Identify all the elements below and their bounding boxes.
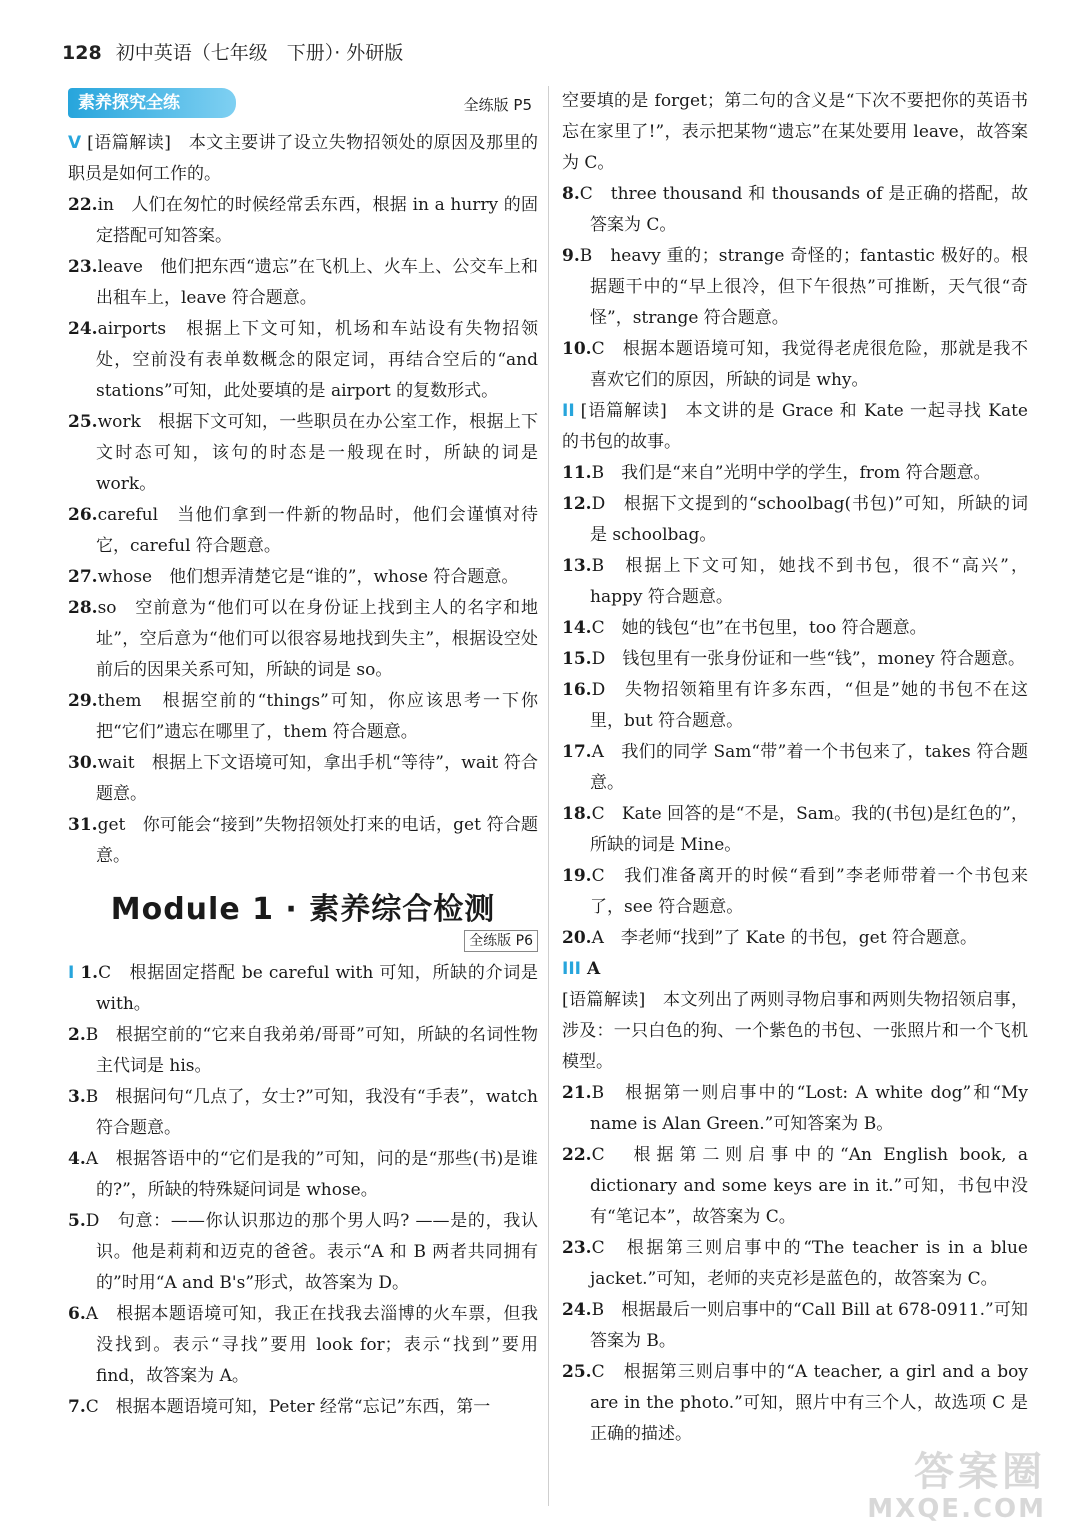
answer-item (562, 1140, 1028, 1233)
item-number: 13. (562, 556, 592, 576)
item-text: C 她的钱包“也”在书包里，too 符合题意。 (591, 618, 927, 638)
item-text: [语篇解读] 本文讲的是 Grace 和 Kate 一起寻找 Kate 的书包的故事。 (562, 401, 1028, 452)
item-text: C 根据第二则启事中的“An English book, a dictionary and some keys are in it.”可知，书包中没有“笔记本”，故答案为 C。 (590, 1145, 1028, 1227)
answer-item (68, 686, 538, 748)
section-numeral: I (68, 963, 75, 983)
answer-item (68, 407, 538, 500)
item-text: in 人们在匆忙的时候经常丢东西，根据 in a hurry 的固定搭配可知答案。 (96, 195, 538, 246)
book-title: 初中英语（七年级 下册）· 外研版 (115, 42, 404, 64)
item-text: D 句意：——你认识那边的那个男人吗? ——是的，我认识。他是莉莉和迈克的爸爸。表示“A 和 B 两者共同拥有的”时用“A and B's”形式，故答案为 D。 (85, 1211, 538, 1293)
item-number: 15. (562, 649, 592, 669)
item-text: C 根据本题语境可知，Peter 经常“忘记”东西，第一 (85, 1397, 491, 1417)
item-number: 23. (68, 257, 98, 277)
answer-item (68, 314, 538, 407)
item-number: 3. (68, 1087, 86, 1107)
answer-item (68, 1144, 538, 1206)
watermark (867, 1449, 1046, 1524)
item-text: get 你可能会“接到”失物招领处打来的电话，get 符合题意。 (96, 815, 538, 866)
item-text: B 根据问句“几点了，女士?”可知，我没有“手表”，watch 符合题意。 (85, 1087, 538, 1138)
item-text: B 我们是“来自”光明中学的学生，from 符合题意。 (591, 463, 991, 483)
item-number: 27. (68, 567, 98, 587)
item-number: 9. (562, 246, 580, 266)
item-number: 26. (68, 505, 98, 525)
watermark-line2: MXQE.COM (867, 1494, 1046, 1524)
item-text: B 根据上下文可知，她找不到书包，很不“高兴”，happy 符合题意。 (590, 556, 1028, 607)
item-text: whose 他们想弄清楚它是“谁的”，whose 符合题意。 (97, 567, 519, 587)
item-text: [语篇解读] 本文主要讲了设立失物招领处的原因及那里的职员是如何工作的。 (68, 133, 538, 184)
item-number: 8. (562, 184, 580, 204)
answer-item (562, 489, 1028, 551)
item-number: 12. (562, 494, 592, 514)
page-number: 128 (62, 42, 102, 64)
item-text: D 根据下文提到的“schoolbag(书包)”可知，所缺的词是 schoolbag。 (590, 494, 1028, 545)
item-text: D 失物招领箱里有许多东西，“但是”她的书包不在这里，but 符合题意。 (590, 680, 1028, 731)
answer-list-4 (562, 985, 1028, 1450)
item-text: C 根据第三则启事中的“A teacher, a girl and a boy are in the photo.”可知，照片中有三个人，故选项 C 是正确的描述。 (590, 1362, 1028, 1444)
item-text: B 根据空前的“它来自我弟弟/哥哥”可知，所缺的名词性物主代词是 his。 (85, 1025, 538, 1076)
answer-item (562, 458, 1028, 489)
answer-item (68, 500, 538, 562)
answer-item (562, 861, 1028, 923)
answer-item (562, 923, 1028, 954)
answer-item (562, 86, 1028, 179)
item-number: 24. (68, 319, 98, 339)
item-number: 10. (562, 339, 592, 359)
section-3-label: A (586, 959, 601, 979)
item-number: 21. (562, 1083, 592, 1103)
item-number: 11. (562, 463, 592, 483)
answer-item (562, 179, 1028, 241)
item-number: 29. (68, 691, 98, 711)
item-text: 空要填的是 forget；第二句的含义是“下次不要把你的英语书忘在家里了!”，表示把某物“遗忘”在某处要用 leave，故答案为 C。 (562, 91, 1028, 173)
answer-item (562, 613, 1028, 644)
answer-item (68, 1206, 538, 1299)
answer-item (68, 252, 538, 314)
answer-item (562, 1078, 1028, 1140)
watermark-line1: 答案圈 (914, 1449, 1046, 1495)
item-number: 31. (68, 815, 98, 835)
item-text: C Kate 回答的是“不是，Sam。我的(书包)是红色的”，所缺的词是 Mine。 (590, 804, 1028, 855)
item-text: leave 他们把东西“遗忘”在飞机上、火车上、公交车上和出租车上，leave 符合题意。 (96, 257, 538, 308)
banner-ref: 全练版 P5 (463, 96, 532, 114)
left-column (68, 86, 538, 1423)
answer-item (562, 1233, 1028, 1295)
item-text: C 根据本题语境可知，我觉得老虎很危险，那就是我不喜欢它们的原因，所缺的词是 why。 (590, 339, 1028, 390)
answer-item (562, 737, 1028, 799)
page-header (62, 38, 403, 65)
answer-item (68, 562, 538, 593)
item-number: 25. (562, 1362, 592, 1382)
item-text: D 钱包里有一张身份证和一些“钱”，money 符合题意。 (591, 649, 1025, 669)
item-number: 4. (68, 1149, 86, 1169)
item-number: 28. (68, 598, 98, 618)
answer-item (562, 1295, 1028, 1357)
column-divider (548, 86, 549, 1506)
item-text: work 根据下文可知，一些职员在办公室工作，根据上下文时态可知，该句的时态是一般现在时，所缺的词是 work。 (96, 412, 538, 494)
answer-item (562, 985, 1028, 1078)
item-text: [语篇解读] 本文列出了两则寻物启事和两则失物招领启事，涉及：一只白色的狗、一个紫色的书包、一张照片和一个飞机模型。 (562, 990, 1028, 1072)
item-text: C 我们准备离开的时候“看到”李老师带着一个书包来了，see 符合题意。 (590, 866, 1028, 917)
item-text: C 根据第三则启事中的“The teacher is in a blue jacket.”可知，老师的夹克衫是蓝色的，故答案为 C。 (590, 1238, 1028, 1289)
item-text: wait 根据上下文语境可知，拿出手机“等待”，wait 符合题意。 (96, 753, 538, 804)
module-ref (68, 930, 538, 952)
answer-item (68, 958, 538, 1020)
answer-list-3 (562, 86, 1028, 954)
section-numeral: V (68, 133, 82, 153)
banner-label: 素养探究全练 (68, 88, 236, 118)
section-3-numeral: III (562, 959, 581, 979)
module-ref-label: 全练版 P6 (464, 930, 538, 952)
item-text: C three thousand 和 thousands of 是正确的搭配，故答案为 C。 (579, 184, 1028, 235)
item-number: 22. (562, 1145, 592, 1165)
item-text: B heavy 重的；strange 奇怪的；fantastic 极好的。根据题干中的“早上很冷，但下午很热”可推断，天气很“奇怪”，strange 符合题意。 (579, 246, 1028, 328)
item-number: 14. (562, 618, 592, 638)
right-column (562, 86, 1028, 1450)
item-text: A 李老师“找到”了 Kate 的书包，get 符合题意。 (591, 928, 977, 948)
item-number: 7. (68, 1397, 86, 1417)
answer-item (562, 334, 1028, 396)
answer-item (562, 799, 1028, 861)
item-number: 25. (68, 412, 98, 432)
item-number: 5. (68, 1211, 86, 1231)
item-text: A 根据本题语境可知，我正在找我去淄博的火车票，但我没找到。表示“寻找”要用 look for；表示“找到”要用 find，故答案为 A。 (85, 1304, 538, 1386)
answer-item (68, 1392, 538, 1423)
item-text: airports 根据上下文可知，机场和车站设有失物招领处，空前没有表单数概念的限定词，再结合空后的“and stations”可知，此处要填的是 airport 的复数形式。 (96, 319, 538, 401)
section-3-header (562, 954, 1028, 985)
answer-item (68, 748, 538, 810)
item-number: 18. (562, 804, 592, 824)
item-text: A 我们的同学 Sam“带”着一个书包来了，takes 符合题意。 (590, 742, 1028, 793)
answer-list-1 (68, 128, 538, 872)
item-text: B 根据第一则启事中的“Lost: A white dog”和“My name is Alan Green.”可知答案为 B。 (590, 1083, 1028, 1134)
answer-item (68, 1020, 538, 1082)
item-text: careful 当他们拿到一件新的物品时，他们会谨慎对待它，careful 符合题意。 (96, 505, 538, 556)
item-text: B 根据最后一则启事中的“Call Bill at 678-0911.”可知答案为 B。 (590, 1300, 1028, 1351)
answer-item (562, 675, 1028, 737)
item-number: 23. (562, 1238, 592, 1258)
answer-item (68, 593, 538, 686)
answer-item (68, 128, 538, 190)
answer-item (68, 810, 538, 872)
item-number: 20. (562, 928, 592, 948)
item-number: 24. (562, 1300, 592, 1320)
item-number: 30. (68, 753, 98, 773)
item-text: C 根据固定搭配 be careful with 可知，所缺的介词是 with。 (96, 963, 538, 1014)
answer-item (562, 241, 1028, 334)
section-banner (68, 86, 538, 122)
item-text: A 根据答语中的“它们是我的”可知，问的是“那些(书)是谁的?”，所缺的特殊疑问词是 whose。 (85, 1149, 538, 1200)
item-number: 6. (68, 1304, 86, 1324)
item-number: 22. (68, 195, 98, 215)
answer-item (562, 644, 1028, 675)
answer-item (562, 396, 1028, 458)
answer-item (68, 1082, 538, 1144)
item-text: so 空前意为“他们可以在身份证上找到主人的名字和地址”，空后意为“他们可以很容易地找到失主”，根据设空处前后的因果关系可知，所缺的词是 so。 (96, 598, 538, 680)
item-number: 2. (68, 1025, 86, 1045)
item-text: them 根据空前的“things”可知，你应该思考一下你把“它们”遗忘在哪里了，them 符合题意。 (96, 691, 538, 742)
item-number: 1. (80, 963, 99, 983)
module-title: Module 1 · 素养综合检测 (110, 892, 496, 927)
item-number: 19. (562, 866, 592, 886)
answer-item (68, 1299, 538, 1392)
section-numeral: II (562, 401, 575, 421)
answer-item (562, 551, 1028, 613)
item-number: 16. (562, 680, 592, 700)
answer-list-2 (68, 958, 538, 1423)
answer-item (562, 1357, 1028, 1450)
answer-item (68, 190, 538, 252)
item-number: 17. (562, 742, 592, 762)
